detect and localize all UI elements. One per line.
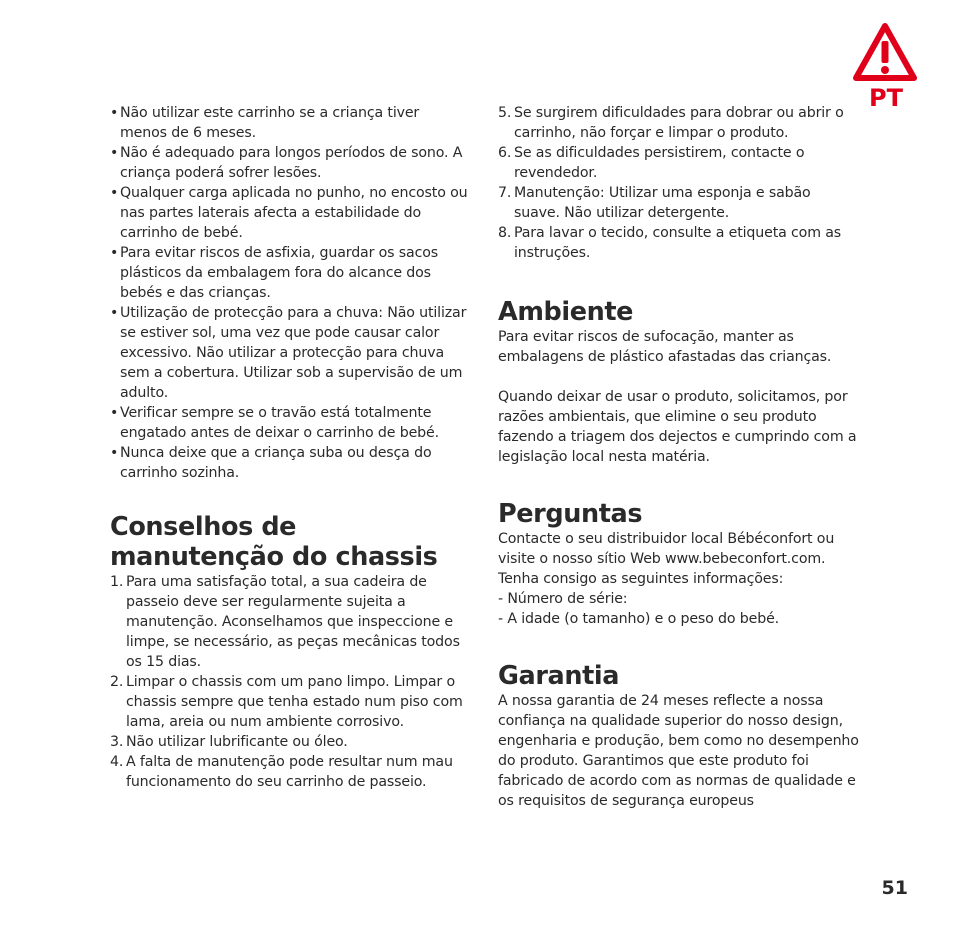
step-number: 5. [498, 105, 512, 121]
list-item [110, 672, 470, 732]
section-heading-ambiente: Ambiente [498, 297, 634, 327]
step-number: 7. [498, 185, 512, 201]
perguntas-line: Tenha consigo as seguintes informações: [498, 571, 784, 587]
step-number: 2. [110, 674, 124, 690]
step-number: 8. [498, 225, 512, 241]
list-item: • Utilização de protecção para a chuva: Não utilizar se estiver sol, uma vez que pode causar calor excessivo. Não utilizar a protecção para chuva sem a cobertura. Utilizar sob a supervisão de um adulto. [110, 303, 470, 403]
list-item [110, 572, 470, 672]
garantia-paragraph: A nossa garantia de 24 meses reflecte a nossa confiança na qualidade superior do nosso design, engenharia e produção, bem como no desempenho do produto. Garantimos que este produto foi fabricado de acordo com as normas de qualidade e os requisitos de segurança europeus [498, 693, 859, 809]
section-heading-perguntas: Perguntas [498, 499, 643, 529]
list-item: • Não é adequado para longos períodos de sono. A criança poderá sofrer lesões. [110, 143, 470, 183]
perguntas-line: - A idade (o tamanho) e o peso do bebé. [498, 611, 780, 627]
list-item: • Para evitar riscos de asfixia, guardar os sacos plásticos da embalagem fora do alcance dos bebés e das crianças. [110, 243, 470, 303]
list-item: • Não utilizar este carrinho se a criança tiver menos de 6 meses. [110, 103, 470, 143]
list-item: • Qualquer carga aplicada no punho, no encosto ou nas partes laterais afecta a estabilidade do carrinho de bebé. [110, 183, 470, 243]
step-text: Não utilizar lubrificante ou óleo. [126, 734, 348, 750]
list-item [110, 732, 470, 752]
maintenance-steps-continued-list [498, 103, 860, 263]
section-heading-garantia: Garantia [498, 661, 620, 691]
step-number: 1. [110, 574, 124, 590]
list-item [498, 223, 860, 263]
paragraph-gap [498, 367, 860, 387]
step-text: Se as dificuldades persistirem, contacte o revendedor. [514, 145, 805, 181]
step-text: A falta de manutenção pode resultar num mau funcionamento do seu carrinho de passeio. [126, 754, 453, 790]
step-text: Se surgirem dificuldades para dobrar ou abrir o carrinho, não forçar e limpar o produto. [514, 105, 844, 141]
ambiente-paragraph-1: Para evitar riscos de sufocação, manter as embalagens de plástico afastadas das crianças. [498, 329, 832, 365]
list-item: • Verificar sempre se o travão está totalmente engatado antes de deixar o carrinho de bebé. [110, 403, 470, 443]
list-item: • Nunca deixe que a criança suba ou desça do carrinho sozinha. [110, 443, 470, 483]
perguntas-line: Contacte o seu distribuidor local Bébéconfort ou visite o nosso sítio Web www.bebeconfort.com. [498, 531, 835, 567]
language-code: PT [869, 84, 903, 112]
list-item [110, 752, 470, 792]
step-text: Para lavar o tecido, consulte a etiqueta com as instruções. [514, 225, 842, 261]
page-number: 51 [881, 877, 908, 899]
list-item [498, 183, 860, 223]
step-number: 4. [110, 754, 124, 770]
step-text: Limpar o chassis com um pano limpo. Limpar o chassis sempre que tenha estado num piso com lama, areia ou num ambiente corrosivo. [126, 674, 463, 730]
step-text: Para uma satisfação total, a sua cadeira de passeio deve ser regularmente sujeita a manutenção. Aconselhamos que inspeccione e limpe, se necessário, as peças mecânicas todos os 15 dias. [126, 574, 460, 670]
step-number: 6. [498, 145, 512, 161]
list-item [498, 103, 860, 143]
step-number: 3. [110, 734, 124, 750]
perguntas-line: - Número de série: [498, 591, 628, 607]
ambiente-paragraph-2: Quando deixar de usar o produto, solicitamos, por razões ambientais, que elimine o seu produto fazendo a triagem dos dejectos e cumprindo com a legislação local nesta matéria. [498, 389, 857, 465]
step-text: Manutenção: Utilizar uma esponja e sabão suave. Não utilizar detergente. [514, 185, 811, 221]
right-column [498, 103, 860, 811]
section-heading-maintenance: Conselhos de manutenção do chassis [110, 512, 438, 572]
list-item [498, 143, 860, 183]
maintenance-steps-list [110, 572, 470, 792]
warning-triangle-icon [852, 22, 918, 84]
safety-warnings-list [110, 103, 470, 483]
left-column [110, 103, 470, 792]
